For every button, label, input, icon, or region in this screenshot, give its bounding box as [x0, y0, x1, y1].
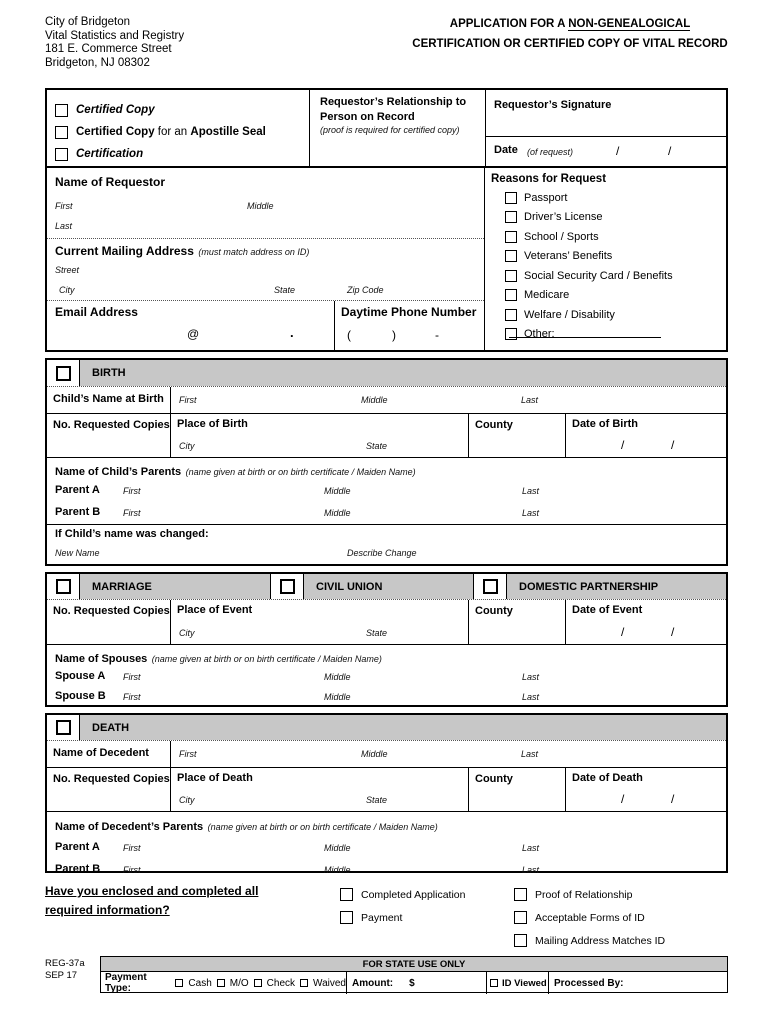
checklist-question-line1: Have you enclosed and completed all [45, 884, 259, 898]
phone-open-paren: ( [347, 328, 351, 342]
marriage-section-bar [80, 574, 270, 599]
certified-copy-checkbox[interactable] [55, 104, 68, 117]
event-county-label: County [475, 605, 513, 617]
parent-b-middle-hint: Middle [324, 508, 351, 518]
welfare-checkbox[interactable] [505, 309, 517, 321]
decedent-last-hint: Last [521, 749, 539, 759]
payment-type-cell [101, 972, 346, 994]
agency-name: City of Bridgeton [45, 16, 131, 28]
reason-veterans [505, 247, 720, 267]
child-name-row[interactable] [47, 387, 726, 413]
death-date-slash-2: / [671, 792, 675, 806]
death-parent-b-middle-hint: Middle [324, 865, 351, 875]
checklist-question [45, 882, 345, 920]
reason-school-sports [505, 227, 720, 247]
mailing-address-note: (must match address on ID) [198, 247, 310, 257]
parent-a-middle-hint: Middle [324, 486, 351, 496]
form-title-line1 [410, 14, 730, 34]
checklist-acceptable-id [514, 906, 665, 929]
relationship-note: (proof is required for certified copy) [320, 125, 460, 135]
checklist-completed-application [340, 883, 465, 906]
zip-hint: Zip Code [347, 285, 384, 295]
child-name-hints [170, 387, 726, 413]
event-copies-label[interactable]: No. Requested Copies [53, 605, 170, 617]
date-of-birth-cell[interactable] [565, 414, 726, 457]
child-parents-label-wrap [55, 462, 416, 480]
domestic-partnership-checkbox-cell [474, 574, 507, 599]
child-middle-hint: Middle [361, 395, 388, 405]
copy-type-cell [47, 90, 309, 166]
top-table [45, 88, 728, 168]
state-use-table [100, 956, 728, 993]
death-county-label: County [475, 773, 513, 785]
spouses-label: Name of Spouses [55, 653, 148, 665]
parent-a-first-hint: First [123, 486, 141, 496]
phone-field[interactable] [335, 301, 484, 350]
date-field[interactable] [486, 136, 726, 166]
describe-change-hint: Describe Change [347, 548, 417, 558]
amount-cell[interactable] [346, 972, 486, 994]
contact-row [47, 300, 484, 350]
waived-label: Waived [313, 977, 346, 989]
social-security-label: Social Security Card / Benefits [524, 269, 673, 282]
medicare-label: Medicare [524, 289, 570, 302]
drivers-license-checkbox[interactable] [505, 211, 517, 223]
payment-label: Payment [361, 911, 403, 924]
reason-passport [505, 188, 720, 208]
civil-union-checkbox-cell [271, 574, 304, 599]
decedent-name-row[interactable] [47, 741, 726, 767]
death-place-row [47, 767, 726, 811]
proof-of-relationship-label: Proof of Relationship [535, 888, 633, 901]
proof-of-relationship-checkbox[interactable] [514, 888, 527, 901]
birth-city-hint: City [179, 441, 195, 451]
child-parents-label: Name of Child’s Parents [55, 466, 182, 478]
signature-date-cell [485, 90, 726, 166]
option-certification [55, 143, 301, 165]
checklist-payment [340, 906, 465, 929]
birth-parent-b-label: Parent B [55, 506, 101, 518]
birth-county-cell[interactable] [468, 414, 565, 457]
death-parent-a-first-hint: First [123, 843, 141, 853]
death-state-hint: State [366, 795, 388, 805]
name-changed-label: If Child’s name was changed: [55, 528, 209, 540]
other-label: Other: [524, 328, 555, 341]
acceptable-id-checkbox[interactable] [514, 911, 527, 924]
form-number-block [45, 958, 85, 982]
certification-checkbox[interactable] [55, 148, 68, 161]
apostille-checkbox[interactable] [55, 126, 68, 139]
medicare-checkbox[interactable] [505, 289, 517, 301]
domestic-partnership-section-bar [507, 574, 726, 599]
state-hint: State [274, 285, 296, 295]
decedent-parents-note: (name given at birth or on birth certificate / Maiden Name) [207, 822, 438, 832]
completed-application-label: Completed Application [361, 888, 466, 901]
cash-checkbox[interactable] [175, 979, 183, 987]
city-hint: City [59, 285, 75, 295]
event-city-hint: City [179, 628, 195, 638]
email-at-sign: @ [187, 327, 200, 341]
death-parent-a-last-hint: Last [522, 843, 540, 853]
marriage-section-label: MARRIAGE [92, 580, 152, 593]
event-county-cell[interactable] [468, 600, 565, 644]
state-use-header: FOR STATE USE ONLY [101, 957, 727, 972]
death-section-bar [80, 715, 726, 740]
money-order-label: M/O [229, 977, 249, 989]
birth-section-label: BIRTH [92, 367, 126, 379]
death-parent-b-label: Parent B [55, 863, 101, 875]
reason-other [505, 325, 720, 345]
death-parent-b-last-hint: Last [522, 865, 540, 875]
parent-b-first-hint: First [123, 508, 141, 518]
parent-a-last-hint: Last [522, 486, 540, 496]
checklist-proof-of-relationship [514, 883, 665, 906]
certified-copy-label: Certified Copy [76, 104, 155, 116]
date-of-event-cell[interactable] [565, 600, 726, 644]
birth-county-label: County [475, 419, 513, 431]
welfare-label: Welfare / Disability [524, 308, 615, 321]
spouse-b-last-hint: Last [522, 692, 540, 702]
death-parent-a-row[interactable] [47, 837, 726, 859]
death-section-label: DEATH [92, 721, 130, 734]
option-apostille [55, 121, 301, 143]
reasons-list [491, 188, 720, 344]
birth-table [45, 358, 728, 566]
spouse-a-middle-hint: Middle [324, 672, 351, 682]
spouse-b-row[interactable] [47, 687, 726, 707]
social-security-checkbox[interactable] [505, 270, 517, 282]
birth-checkbox-cell [47, 360, 80, 386]
civil-union-section-label: CIVIL UNION [316, 580, 383, 593]
reason-drivers-license [505, 208, 720, 228]
completed-application-checkbox[interactable] [340, 888, 353, 901]
checklist-column-1 [340, 883, 465, 929]
acceptable-id-label: Acceptable Forms of ID [535, 911, 645, 924]
signature-label: Requestor’s Signature [494, 99, 612, 111]
event-date-slash-1: / [621, 625, 625, 639]
birth-checkbox[interactable] [56, 366, 71, 381]
marriage-table [45, 572, 728, 707]
date-of-event-label: Date of Event [572, 604, 643, 616]
agency-street: 181 E. Commerce Street [45, 43, 172, 55]
mailing-address-matches-checkbox[interactable] [514, 934, 527, 947]
death-copies-label[interactable]: No. Requested Copies [53, 773, 170, 785]
payment-type-label: Payment Type: [105, 972, 147, 994]
spouses-header [47, 644, 726, 667]
marriage-checkbox-cell [47, 574, 80, 599]
mailing-address-matches-label: Mailing Address Matches ID [535, 934, 666, 947]
place-of-birth-cell[interactable] [170, 414, 468, 457]
check-label: Check [266, 977, 296, 989]
form-title-prefix2: APPLICATION FOR A [449, 18, 569, 30]
veterans-label: Veterans’ Benefits [524, 250, 613, 263]
domestic-partnership-checkbox[interactable] [483, 579, 498, 594]
other-reason-line[interactable] [509, 337, 661, 338]
cash-label: Cash [188, 977, 212, 989]
spouse-a-first-hint: First [123, 672, 141, 682]
requestor-last-hint: Last [55, 221, 73, 231]
death-parent-b-first-hint: First [123, 865, 141, 875]
civil-union-checkbox[interactable] [280, 579, 295, 594]
marriage-section-header [47, 574, 726, 600]
processed-by-label: Processed By: [554, 977, 624, 989]
decedent-first-hint: First [179, 749, 197, 759]
form-title-line2: CERTIFICATION OR CERTIFIED COPY OF VITAL RECORD [412, 38, 728, 50]
spouse-a-row[interactable] [47, 667, 726, 687]
mailing-address-label [55, 242, 309, 260]
agency-dept: Vital Statistics and Registry [45, 29, 185, 42]
death-checkbox[interactable] [56, 720, 71, 735]
state-use-row [101, 972, 727, 992]
birth-place-row [47, 413, 726, 457]
child-last-hint: Last [521, 395, 539, 405]
amount-dollar-sign: $ [409, 977, 415, 989]
relationship-cell[interactable] [309, 90, 485, 166]
spouse-a-label: Spouse A [55, 670, 106, 682]
parent-b-last-hint: Last [522, 508, 540, 518]
school-sports-checkbox[interactable] [505, 231, 517, 243]
place-of-birth-label: Place of Birth [177, 418, 248, 430]
child-name-label: Child’s Name at Birth [53, 393, 164, 405]
passport-label: Passport [524, 191, 568, 204]
decedent-name-label: Name of Decedent [53, 747, 149, 759]
date-of-birth-label: Date of Birth [572, 418, 638, 430]
reason-medicare [505, 286, 720, 306]
birth-parent-a-label: Parent A [55, 484, 100, 496]
spouse-b-first-hint: First [123, 692, 141, 702]
checklist-mailing-address-matches [514, 929, 665, 952]
apostille-label-part2: for an [154, 126, 191, 138]
passport-checkbox[interactable] [505, 192, 517, 204]
date-note: (of request) [527, 147, 574, 157]
death-checkbox-cell [47, 715, 80, 740]
checklist-question-line2: required information? [45, 903, 170, 917]
form-revision-date: SEP 17 [45, 970, 78, 981]
marriage-header-cell [47, 574, 270, 599]
place-of-event-label: Place of Event [177, 604, 253, 616]
place-of-death-label: Place of Death [177, 772, 253, 784]
death-date-slash-1: / [621, 792, 625, 806]
death-table [45, 713, 728, 873]
event-state-hint: State [366, 628, 388, 638]
reasons-cell [485, 168, 726, 350]
apostille-label-part3: Apostille Seal [190, 126, 266, 138]
event-place-row [47, 600, 726, 644]
decedent-name-hints [170, 741, 726, 767]
decedent-parents-label-wrap [55, 817, 438, 835]
id-viewed-label: ID Viewed [502, 977, 547, 989]
event-date-slash-2: / [671, 625, 675, 639]
new-name-hint: New Name [55, 548, 100, 558]
email-dot: . [290, 325, 294, 340]
veterans-checkbox[interactable] [505, 250, 517, 262]
phone-dash: - [435, 328, 439, 342]
name-of-requestor-label: Name of Requestor [55, 175, 166, 189]
death-parent-b-row[interactable] [47, 859, 726, 881]
name-changed-header [47, 524, 726, 545]
processed-by-cell[interactable] [548, 972, 727, 994]
death-section-header [47, 715, 726, 741]
checklist-column-2 [514, 883, 665, 952]
requestor-table [45, 168, 728, 352]
reason-social-security [505, 266, 720, 286]
decedent-parents-header [47, 811, 726, 837]
agency-city: Bridgeton, NJ 08302 [45, 56, 150, 69]
child-first-hint: First [179, 395, 197, 405]
place-of-event-cell[interactable] [170, 600, 468, 644]
date-of-death-cell[interactable] [565, 768, 726, 811]
domestic-partnership-section-label: DOMESTIC PARTNERSHIP [519, 580, 659, 593]
spouse-a-last-hint: Last [522, 672, 540, 682]
street-hint: Street [55, 265, 80, 275]
spouses-note: (name given at birth or on birth certificate / Maiden Name) [151, 654, 382, 664]
signature-field[interactable] [486, 90, 726, 136]
spouses-label-wrap [55, 649, 382, 667]
apostille-label [76, 126, 266, 138]
id-viewed-checkbox[interactable] [490, 979, 498, 987]
waived-checkbox[interactable] [300, 979, 308, 987]
reasons-title: Reasons for Request [491, 173, 607, 185]
mailing-address-label-text: Current Mailing Address [55, 244, 194, 258]
date-slash-2: / [668, 144, 672, 158]
spouse-b-label: Spouse B [55, 690, 106, 702]
school-sports-label: School / Sports [524, 230, 599, 243]
payment-checkbox[interactable] [340, 911, 353, 924]
death-city-hint: City [179, 795, 195, 805]
birth-date-slash-1: / [621, 438, 625, 452]
decedent-middle-hint: Middle [361, 749, 388, 759]
death-county-cell[interactable] [468, 768, 565, 811]
child-parents-note: (name given at birth or on birth certificate / Maiden Name) [185, 467, 416, 477]
email-field[interactable] [47, 301, 335, 350]
marriage-checkbox[interactable] [56, 579, 71, 594]
divider [47, 238, 484, 239]
other-checkbox[interactable] [505, 328, 517, 340]
form-title [410, 14, 730, 54]
reason-welfare [505, 305, 720, 325]
civil-union-section-bar [304, 574, 473, 599]
death-parent-a-label: Parent A [55, 841, 100, 853]
domestic-partnership-header-cell [473, 574, 726, 599]
place-of-death-cell[interactable] [170, 768, 468, 811]
phone-close-paren: ) [392, 328, 396, 342]
relationship-title: Requestor’s Relationship to Person on Record [320, 96, 467, 123]
death-parent-a-middle-hint: Middle [324, 843, 351, 853]
child-parents-header [47, 457, 726, 480]
requestor-first-hint: First [55, 201, 73, 211]
date-of-death-label: Date of Death [572, 772, 643, 784]
money-order-checkbox[interactable] [217, 979, 225, 987]
requestor-middle-hint: Middle [247, 201, 274, 211]
form-title-emphasis: NON-GENEALOGICAL [568, 18, 691, 30]
date-label: Date [494, 144, 518, 156]
civil-union-header-cell [270, 574, 473, 599]
birth-parent-b-row[interactable] [47, 502, 726, 524]
birth-date-slash-2: / [671, 438, 675, 452]
date-slash-1: / [616, 144, 620, 158]
requestor-left-cell [47, 168, 485, 350]
certification-label: Certification [76, 148, 144, 160]
amount-label: Amount: [352, 977, 394, 989]
email-label: Email Address [55, 305, 138, 319]
agency-address-block [45, 16, 184, 70]
option-certified-copy [55, 99, 301, 121]
birth-state-hint: State [366, 441, 388, 451]
drivers-license-label: Driver’s License [524, 211, 603, 224]
apostille-label-part1: Certified Copy [76, 126, 155, 138]
phone-label: Daytime Phone Number [341, 305, 477, 319]
birth-section-bar [80, 360, 726, 386]
form-number: REG-37a [45, 958, 85, 969]
birth-parent-a-row[interactable] [47, 480, 726, 502]
id-viewed-cell [486, 972, 548, 994]
spouse-b-middle-hint: Middle [324, 692, 351, 702]
birth-copies-label[interactable]: No. Requested Copies [53, 419, 170, 431]
decedent-parents-label: Name of Decedent’s Parents [55, 821, 204, 833]
check-checkbox[interactable] [254, 979, 262, 987]
birth-section-header [47, 360, 726, 387]
name-changed-row[interactable] [47, 545, 726, 564]
